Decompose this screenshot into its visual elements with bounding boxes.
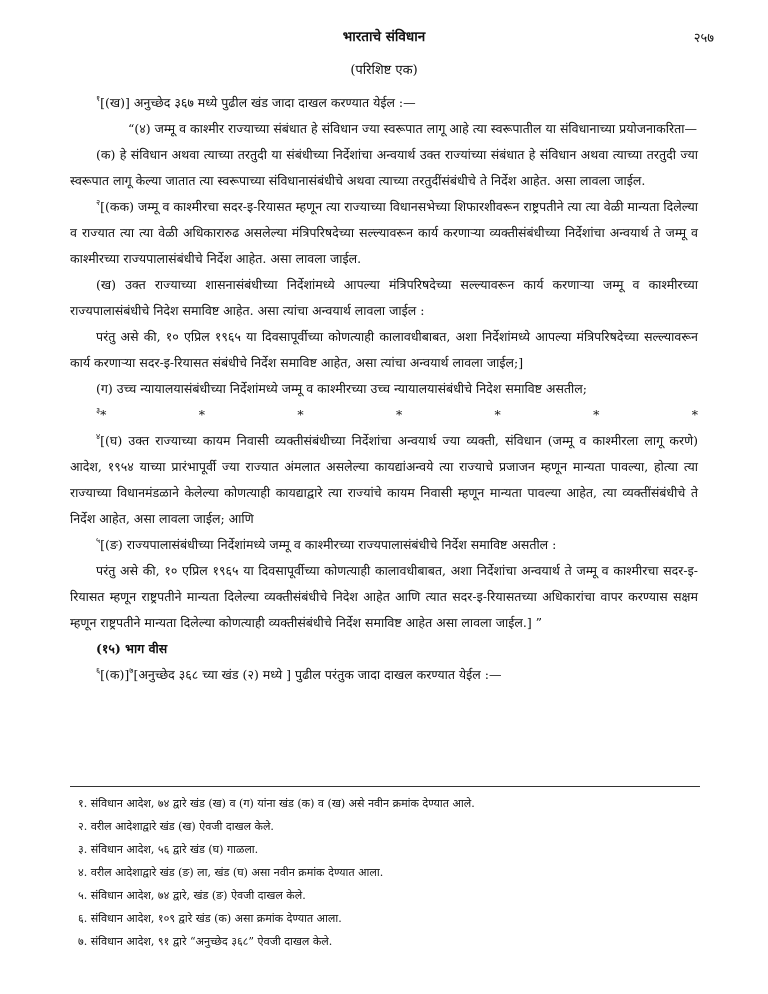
paragraph-clause-b bbox=[70, 90, 698, 116]
omission-stars bbox=[70, 402, 698, 428]
footnote-ref: ५ bbox=[96, 536, 101, 545]
paragraph-proviso-1: परंतु असे की, १० एप्रिल १९६५ या दिवसापूर्वीच्या कोणत्याही कालावधीबाबत, अशा निर्देशांमध्ये आपल्या मंत्रिपरिषदेच्या सल्ल्यावरून कार्य करणाऱ्या सदर-इ-रियासत संबंधीचे निर्देश समाविष्ट आहेत, असा त्यांचा अन्वयार्थ लावला जाईल;] bbox=[70, 329, 698, 370]
page-number: २५७ bbox=[693, 31, 714, 46]
footnote-ref: ६ bbox=[96, 666, 101, 675]
footnote-item: ६. संविधान आदेश, १०९ द्वारे खंड (क) असा क्रमांक देण्यात आला. bbox=[78, 912, 342, 925]
paragraph-proviso-2: परंतु असे की, १० एप्रिल १९६५ या दिवसापूर्वीच्या कोणत्याही कालावधीबाबत, अशा निर्देशांचा अन्वयार्थ ते जम्मू व काश्मीरचा सदर-इ-रियासत म्हणून राष्ट्रपतीने मान्यता दिलेल्या व्यक्तीसंबंधीचे निदेश आहेत आणि त्यात सदर-इ-रियासतच्या अधिकारांचा वापर करण्यास सक्षम म्हणून राष्ट्रपतीने मान्यता दिलेल्या कोणत्याही व्यक्तीसंबंधीचे निर्देश समाविष्ट आहेत असा लावला जाईल.] ” bbox=[70, 563, 699, 630]
omission-star: * bbox=[198, 407, 206, 422]
paragraph-clause-ka: (क) हे संविधान अथवा त्याच्या तरतुदी या संबंधीच्या निर्देशांचा अन्वयार्थ उक्त राज्यांच्या संबंधात हे संविधान अथवा त्याच्या तरतुदी ज्या स्वरूपात लागू केल्या जातात त्या स्वरूपाच्या संविधानासंबंधीचे अथवा त्याच्या तरतुदींसंबंधीचे ते निर्देश आहेत. असा लावला जाईल. bbox=[70, 147, 698, 188]
paragraph-clause-kaka bbox=[70, 194, 698, 272]
page-header-title: भारताचे संविधान bbox=[342, 29, 426, 45]
omission-star: * bbox=[691, 407, 698, 422]
omission-star: * bbox=[297, 407, 304, 422]
footnote-ref: २ bbox=[96, 198, 101, 207]
footnote-ref: ४ bbox=[96, 432, 101, 441]
paragraph-clause-nga bbox=[70, 532, 698, 558]
appendix-label: (परिशिष्ट एक) bbox=[350, 63, 418, 78]
paragraph-text: [(ङ) राज्यपालासंबंधीच्या निर्देशांमध्ये जम्मू व काश्मीरच्या राज्यपालासंबंधीचे निर्देश समाविष्ट असतील : bbox=[100, 537, 557, 552]
footnote-divider bbox=[70, 786, 700, 787]
paragraph-closing: $^६$[(क)]$^७$[अनुच्छेद ३६८ च्या खंड (२) मध्ये ] पुढील परंतुक जादा दाखल करण्यात येईल :— bbox=[96, 666, 502, 682]
footnotes-list bbox=[78, 792, 698, 953]
footnote-item: ४. वरील आदेशाद्वारे खंड (ङ) ला, खंड (घ) असा नवीन क्रमांक देण्यात आला. bbox=[78, 866, 384, 879]
footnote-item: २. वरील आदेशाद्वारे खंड (ख) ऐवजी दाखल केले. bbox=[78, 820, 274, 833]
footnote-ref: १ bbox=[96, 94, 101, 103]
footnote-ref: ३ bbox=[96, 406, 101, 415]
section-heading: (१५) भाग वीस bbox=[96, 641, 168, 656]
document-body bbox=[70, 90, 698, 688]
footnote-item: ७. संविधान आदेश, ९१ द्वारे “अनुच्छेद ३६८” ऐवजी दाखल केले. bbox=[78, 935, 333, 948]
footnote-item: १. संविधान आदेश, ७४ द्वारे खंड (ख) व (ग) यांना खंड (क) व (ख) असे नवीन क्रमांक देण्यात आले. bbox=[78, 797, 475, 810]
omission-star: * bbox=[593, 407, 600, 422]
omission-star: * bbox=[395, 407, 403, 422]
paragraph-quoted-4: “(४) जम्मू व काश्मीर राज्याच्या संबंधात हे संविधान ज्या स्वरूपात लागू आहे त्या स्वरूपातील या संविधानाच्या प्रयोजनाकरिता— bbox=[128, 121, 697, 136]
omission-star: $^३$* bbox=[96, 406, 107, 422]
paragraph-clause-kha: (ख) उक्त राज्याच्या शासनासंबंधीच्या निर्देशांमध्ये आपल्या मंत्रिपरिषदेच्या सल्ल्यावरून कार्य करणाऱ्या जम्मू व काश्मीरच्या राज्यपालासंबंधीचे निदेश समाविष्ट आहेत. असा त्यांचा अन्वयार्थ लावला जाईल : bbox=[70, 277, 698, 318]
paragraph-text: [(कक) जम्मू व काश्मीरचा सदर-इ-रियासत म्हणून त्या राज्याच्या विधानसभेच्या शिफारशीवरून राष्ट्रपतीने त्या त्या वेळी मान्यता दिलेल्या व राज्यात त्या त्या वेळी अधिकारारुढ असलेल्या मंत्रिपरिषदेच्या सल्ल्यावरून कार्य करणाऱ्या व्यक्तीसंबंधीच्या निर्देशांचा अन्वयार्थ ते जम्मू व काश्मीरच्या राज्यपालासंबंधीचे निर्देश आहेत. असा लावला जाईल. bbox=[70, 199, 698, 266]
paragraph-text: [(घ) उक्त राज्याच्या कायम निवासी व्यक्तीसंबंधीच्या निर्देशांचा अन्वयार्थ ज्या व्यक्ती, संविधान (जम्मू व काश्मीरला लागू करणे) आदेश, १९५४ याच्या प्रारंभापूर्वी ज्या राज्यात अंमलात असलेल्या कायद्यांअन्वये त्या राज्याचे प्रजाजन म्हणून मान्यता पावल्या, होत्या त्या राज्याच्या विधानमंडळाने केलेल्या कोणत्याही कायद्याद्वारे त्या राज्यांचे कायम निवासी म्हणून मान्यता पावल्या आहेत, त्या व्यक्तींसंबंधीचे ते निर्देश आहेत, असा लावला जाईल; आणि bbox=[70, 433, 698, 526]
paragraph-clause-gha bbox=[70, 428, 698, 532]
footnote-item: ५. संविधान आदेश, ७४ द्वारे, खंड (ङ) ऐवजी दाखल केले. bbox=[78, 889, 306, 902]
footnote-ref: ७ bbox=[129, 666, 134, 675]
omission-star: * bbox=[494, 407, 501, 422]
footnote-item: ३. संविधान आदेश, ५६ द्वारे खंड (घ) गाळला. bbox=[78, 843, 259, 856]
paragraph-clause-ga: (ग) उच्च न्यायालयासंबंधीच्या निर्देशांमध्ये जम्मू व काश्मीरच्या उच्च न्यायालयासंबंधीचे निदेश समाविष्ट असतील; bbox=[96, 381, 587, 396]
paragraph-text: [(ख)] अनुच्छेद ३६७ मध्ये पुढील खंड जादा दाखल करण्यात येईल :— bbox=[100, 95, 416, 110]
